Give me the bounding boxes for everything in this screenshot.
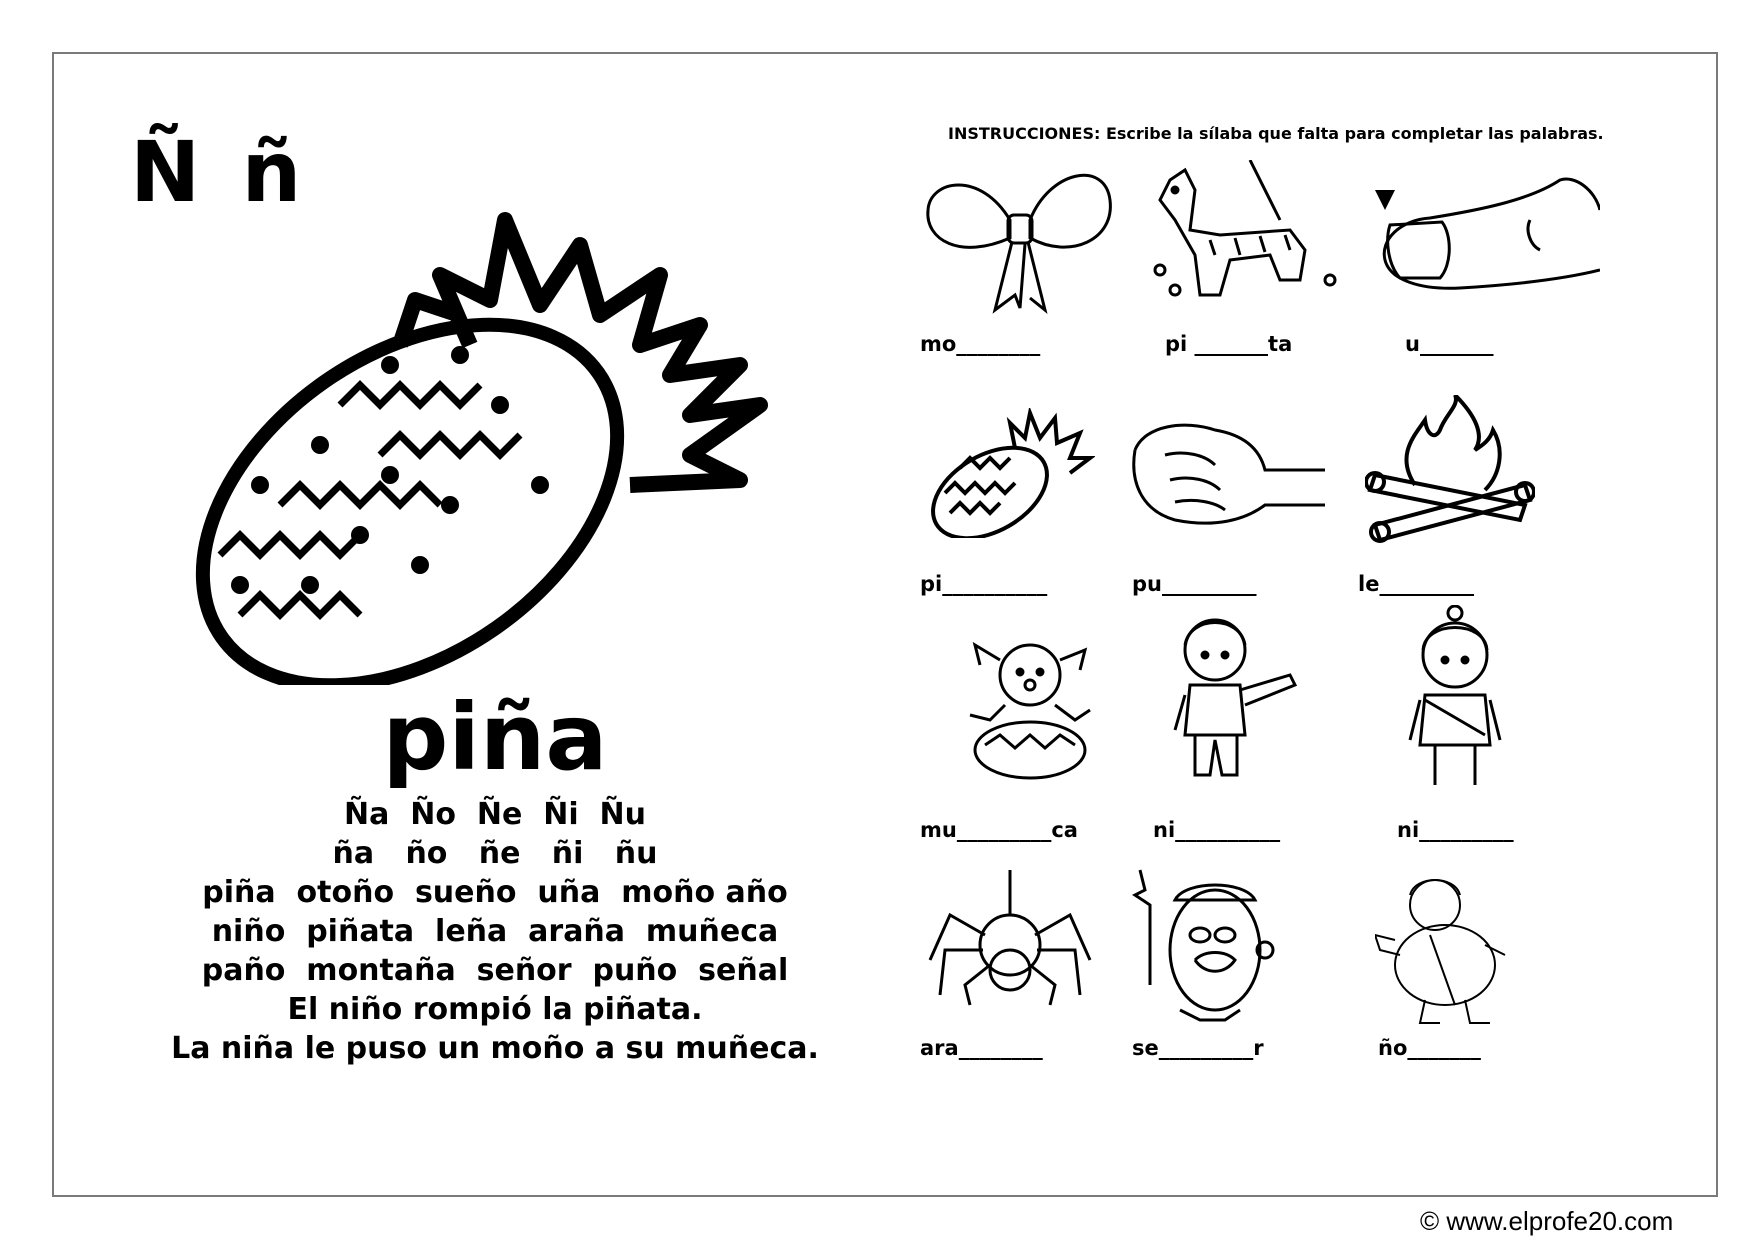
exercise-label: pi__________ bbox=[920, 572, 1048, 596]
exercise-label: ni__________ bbox=[1153, 818, 1281, 842]
sentence-line: La niña le puso un moño a su muñeca. bbox=[171, 1031, 819, 1066]
word-line: piña otoño sueño uña moño año bbox=[202, 875, 788, 910]
exercise-label: pi _______ta bbox=[1165, 332, 1293, 356]
spider-icon bbox=[925, 870, 1095, 1010]
exercise-label: mu_________ca bbox=[920, 818, 1078, 842]
fingernail-icon bbox=[1360, 170, 1600, 310]
exercise-label: se_________r bbox=[1132, 1036, 1264, 1060]
word-line: niño piñata leña araña muñeca bbox=[211, 914, 779, 949]
sentence-line: El niño rompió la piñata. bbox=[287, 992, 703, 1027]
fist-icon bbox=[1125, 410, 1325, 535]
word-line: paño montaña señor puño señal bbox=[201, 953, 789, 988]
letter-title: Ñ ñ bbox=[130, 123, 308, 221]
main-word: piña bbox=[382, 684, 608, 791]
syllable-line: ña ño ñe ñi ñu bbox=[332, 836, 658, 871]
potato-head-icon bbox=[1125, 865, 1275, 1025]
copyright-footer: © www.elprofe20.com bbox=[1420, 1206, 1674, 1236]
exercise-label: pu_________ bbox=[1132, 572, 1257, 596]
syllable-line: Ña Ño Ñe Ñi Ñu bbox=[344, 797, 646, 832]
exercise-label: ni_________ bbox=[1397, 818, 1514, 842]
pineapple-icon bbox=[160, 205, 790, 685]
doll-icon bbox=[950, 630, 1110, 780]
pinata-icon bbox=[1140, 160, 1340, 315]
fat-man-icon bbox=[1375, 865, 1510, 1025]
exercise-label: ño_______ bbox=[1378, 1036, 1481, 1060]
pineapple-icon bbox=[925, 408, 1095, 538]
boy-icon bbox=[1160, 610, 1300, 785]
syllable-text bbox=[120, 795, 870, 1068]
exercise-label: le_________ bbox=[1358, 572, 1474, 596]
bow-icon bbox=[920, 160, 1120, 315]
girl-icon bbox=[1395, 605, 1515, 795]
exercise-label: ara________ bbox=[920, 1036, 1043, 1060]
campfire-icon bbox=[1365, 395, 1535, 545]
exercise-label: mo________ bbox=[920, 332, 1041, 356]
exercise-label: u_______ bbox=[1405, 332, 1494, 356]
instructions: INSTRUCCIONES: Escribe la sílaba que falta para completar las palabras. bbox=[948, 124, 1604, 143]
